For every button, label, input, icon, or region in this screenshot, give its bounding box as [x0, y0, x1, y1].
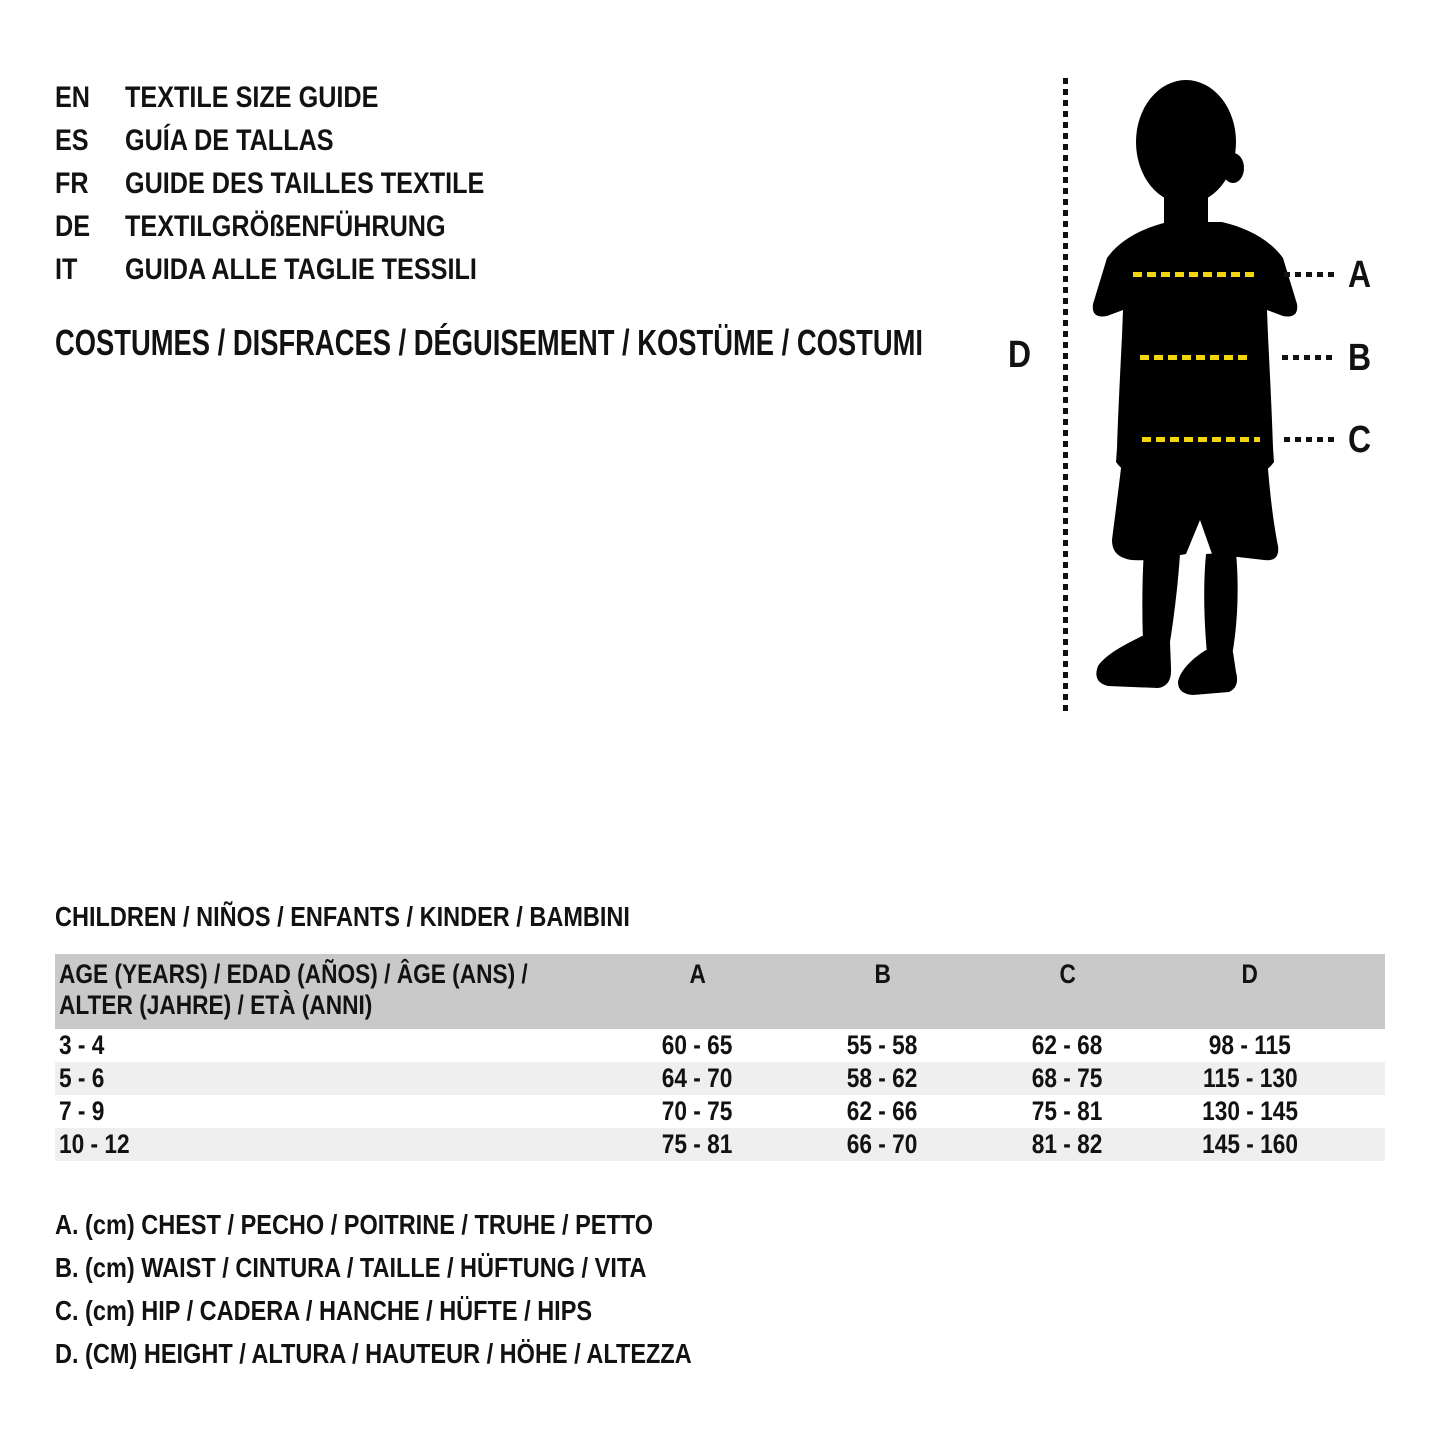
column-header-c: C: [975, 954, 1160, 1029]
legend-hip: C. (cm) HIP / CADERA / HANCHE / HÜFTE / HIPS: [55, 1295, 593, 1326]
language-row-en: [55, 76, 553, 119]
hip-cell: 68 - 75: [1032, 1063, 1103, 1093]
hip-measure-line: [1142, 437, 1260, 442]
legend-chest: A. (cm) CHEST / PECHO / POITRINE / TRUHE / PETTO: [55, 1209, 654, 1240]
language-code: ES: [55, 124, 89, 157]
table-row: [55, 1128, 1385, 1161]
hip-cell: 75 - 81: [1032, 1096, 1103, 1126]
chest-cell: 64 - 70: [662, 1063, 733, 1093]
age-cell: 7 - 9: [59, 1096, 105, 1126]
children-size-table: [55, 954, 1385, 1161]
waist-label-b: B: [1348, 337, 1372, 379]
waist-cell: 58 - 62: [847, 1063, 918, 1093]
height-cell: 115 - 130: [1202, 1063, 1298, 1093]
language-row-es: [55, 119, 553, 162]
language-code: FR: [55, 167, 89, 200]
language-title: GUIDE DES TAILLES TEXTILE: [125, 167, 485, 200]
legend-height: D. (CM) HEIGHT / ALTURA / HAUTEUR / HÖHE / ALTEZZA: [55, 1338, 692, 1369]
hip-cell: 81 - 82: [1032, 1129, 1103, 1159]
table-header-row: [55, 954, 1385, 1029]
table-row: [55, 1062, 1385, 1095]
language-row-fr: [55, 162, 553, 205]
measurement-legend: [55, 1203, 813, 1375]
language-title: TEXTILGRÖßENFÜHRUNG: [125, 210, 446, 243]
waist-connector-line: [1282, 355, 1334, 360]
height-label-d: D: [1008, 334, 1032, 376]
age-cell: 3 - 4: [59, 1030, 105, 1060]
language-title: GUÍA DE TALLAS: [125, 124, 334, 157]
age-cell: 5 - 6: [59, 1063, 105, 1093]
language-row-de: [55, 205, 553, 248]
chest-connector-line: [1284, 272, 1334, 277]
category-title: COSTUMES / DISFRACES / DÉGUISEMENT / KOSTÜME / COSTUMI: [55, 322, 923, 363]
waist-measure-line: [1140, 355, 1252, 360]
column-header-b: B: [790, 954, 975, 1029]
chest-cell: 75 - 81: [662, 1129, 733, 1159]
language-code: DE: [55, 210, 91, 243]
table-row: [55, 1095, 1385, 1128]
chest-measure-line: [1133, 272, 1255, 277]
language-code: IT: [55, 253, 78, 286]
waist-cell: 55 - 58: [847, 1030, 918, 1060]
hip-cell: 62 - 68: [1032, 1030, 1103, 1060]
language-list: [55, 76, 553, 291]
hip-connector-line: [1284, 437, 1334, 442]
chest-label-a: A: [1348, 254, 1372, 296]
height-dotted-line: [1063, 78, 1068, 713]
column-header-a: A: [605, 954, 790, 1029]
chest-cell: 70 - 75: [662, 1096, 733, 1126]
age-column-header: AGE (YEARS) / EDAD (AÑOS) / ÂGE (ANS) / ALTER (JAHRE) / ETÀ (ANNI): [55, 954, 605, 1029]
age-cell: 10 - 12: [59, 1129, 130, 1159]
children-section-title: CHILDREN / NIÑOS / ENFANTS / KINDER / BAMBINI: [55, 901, 630, 932]
language-row-it: [55, 248, 553, 291]
chest-cell: 60 - 65: [662, 1030, 733, 1060]
height-cell: 130 - 145: [1202, 1096, 1298, 1126]
language-code: EN: [55, 81, 91, 114]
table-row: [55, 1029, 1385, 1062]
waist-cell: 62 - 66: [847, 1096, 918, 1126]
child-silhouette: [1080, 76, 1310, 712]
legend-waist: B. (cm) WAIST / CINTURA / TAILLE / HÜFTUNG / VITA: [55, 1252, 647, 1283]
column-header-d: D: [1160, 954, 1385, 1029]
language-title: TEXTILE SIZE GUIDE: [125, 81, 379, 114]
height-cell: 98 - 115: [1209, 1030, 1291, 1060]
height-cell: 145 - 160: [1202, 1129, 1298, 1159]
hip-label-c: C: [1348, 419, 1372, 461]
waist-cell: 66 - 70: [847, 1129, 918, 1159]
language-title: GUIDA ALLE TAGLIE TESSILI: [125, 253, 477, 286]
